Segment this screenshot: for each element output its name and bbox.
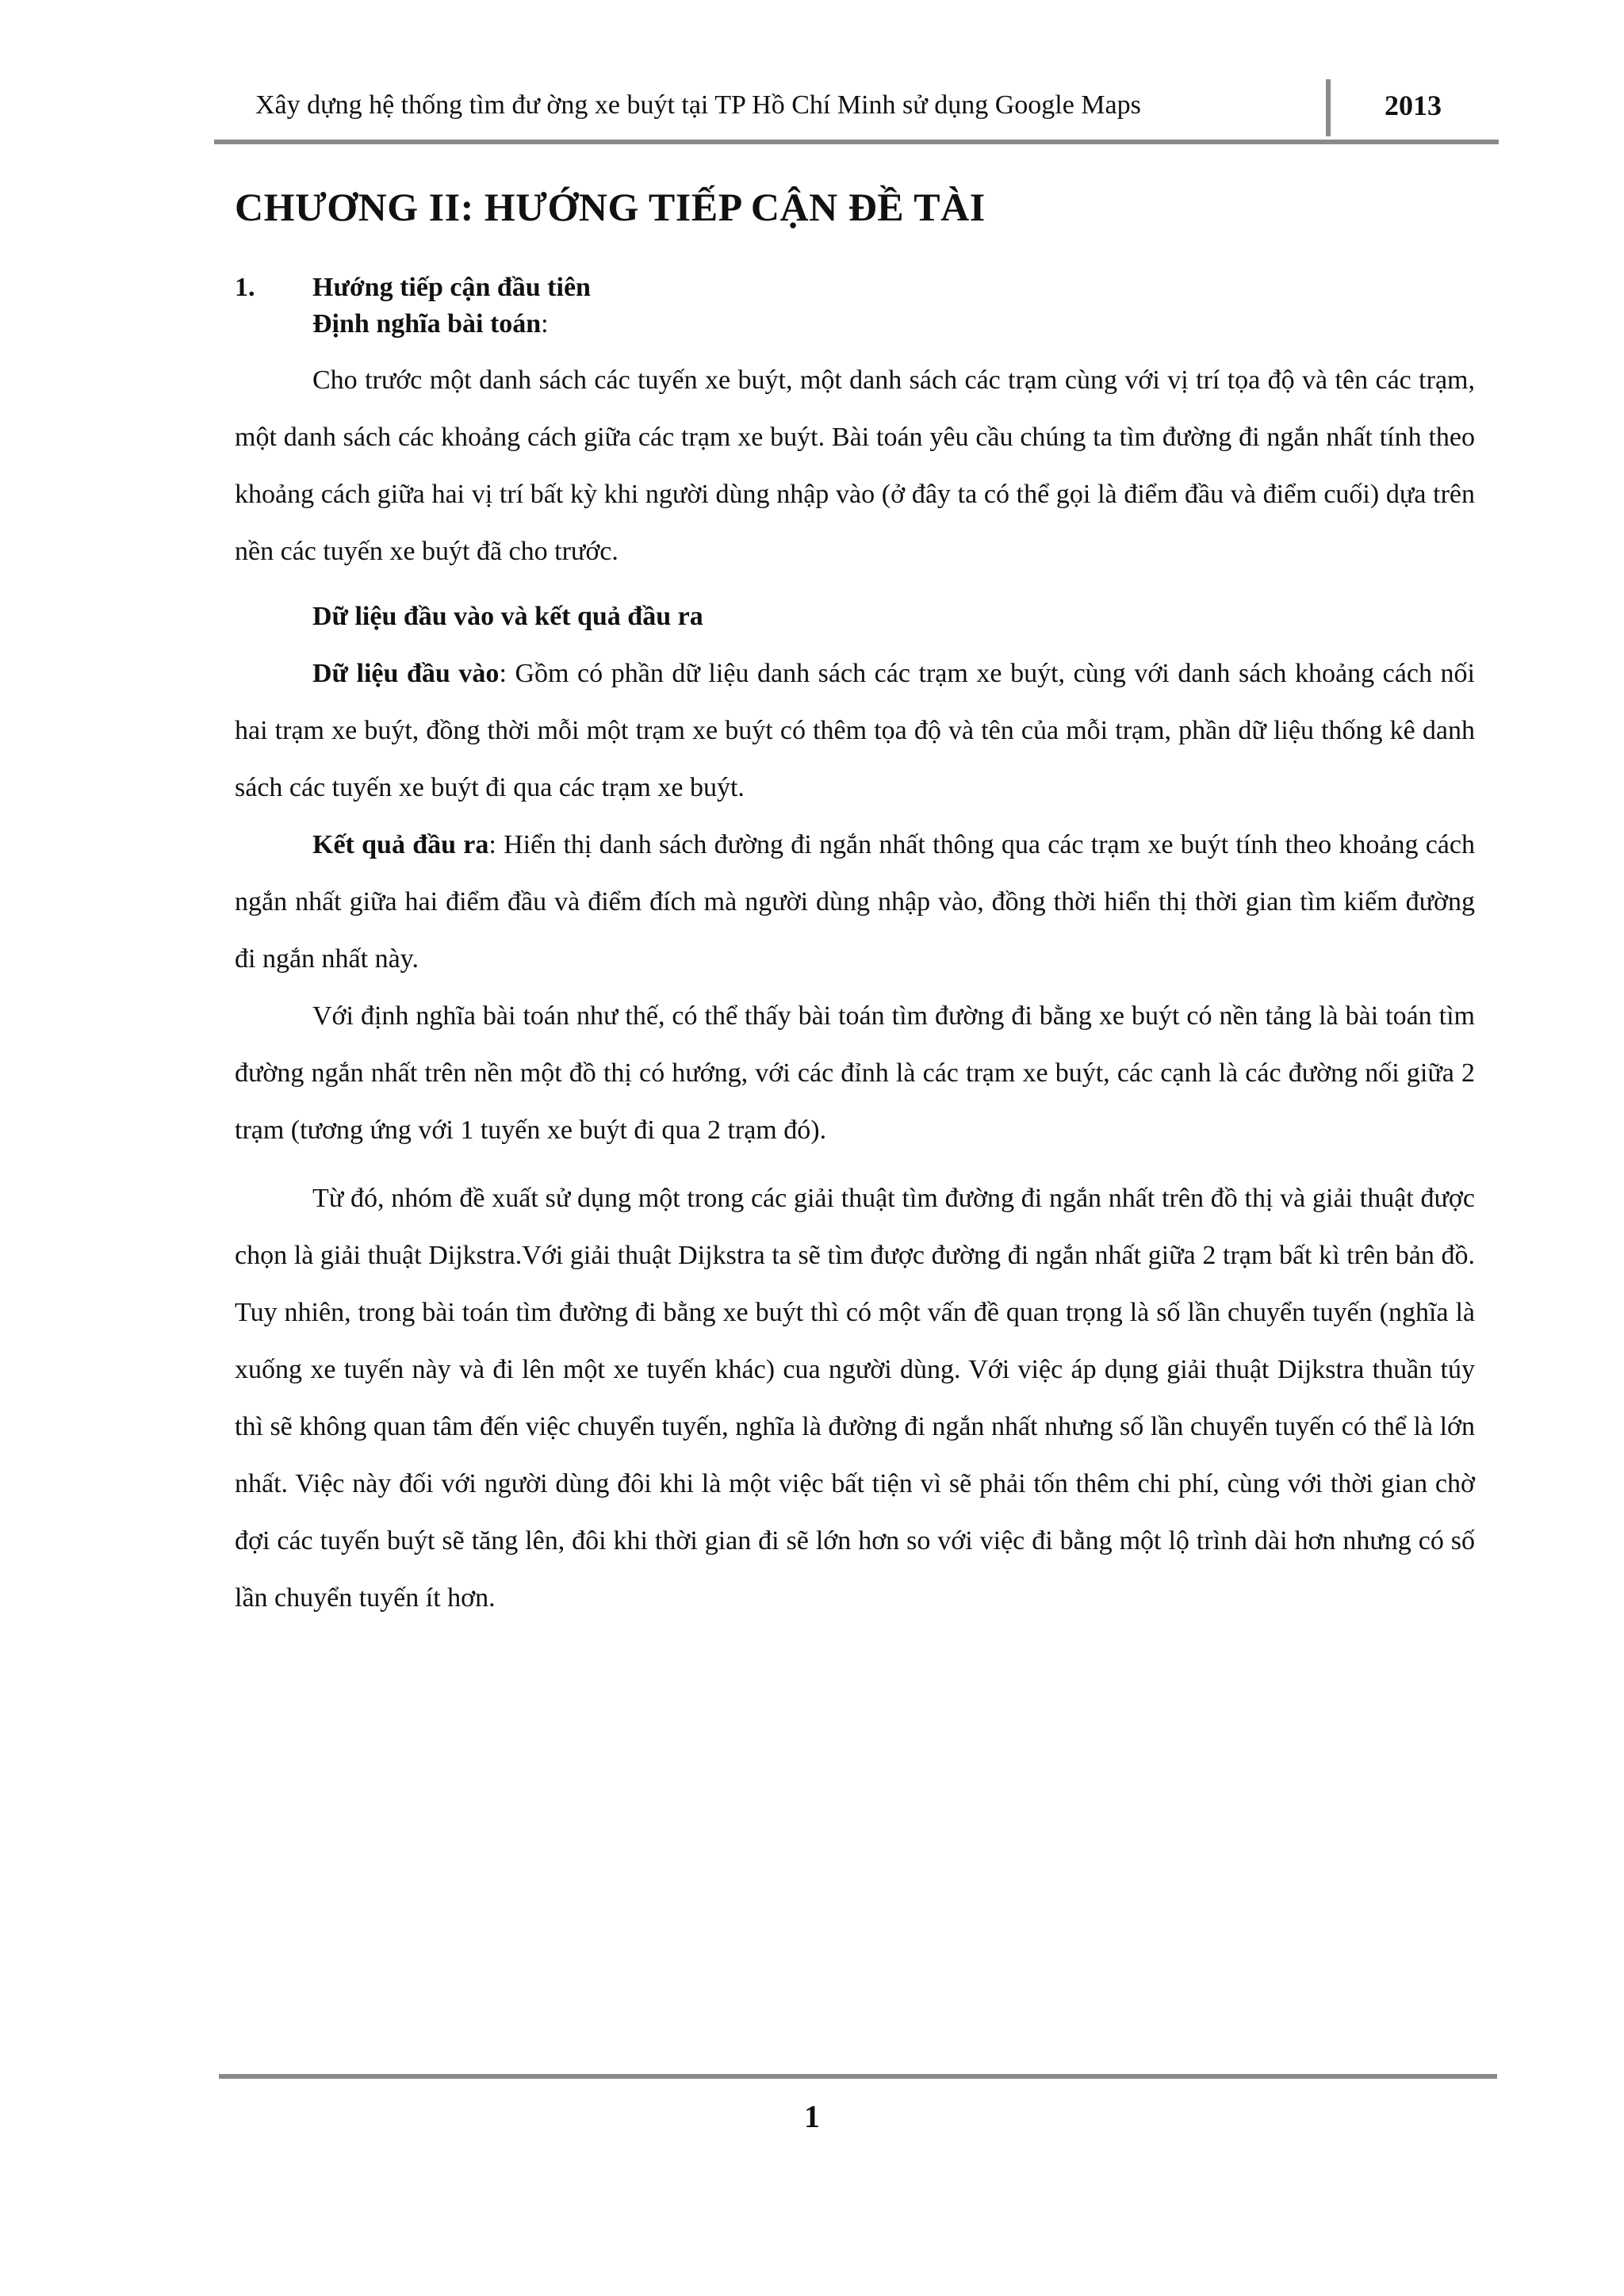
output-label: Kết quả đầu ra: [312, 830, 489, 859]
section-title: Hướng tiếp cận đầu tiên: [312, 273, 591, 302]
input-paragraph: [235, 645, 1475, 817]
header-title: Xây dựng hệ thống tìm đư ờng xe buýt tại TP Hồ Chí Minh sử dụng Google Maps: [255, 90, 1141, 120]
section-heading: [235, 270, 1475, 306]
io-heading: Dữ liệu đầu vào và kết quả đầu ra: [312, 602, 703, 631]
input-text: : Gồm có phần dữ liệu danh sách các trạm xe buýt, cùng với danh sách khoảng cách nối hai trạm xe buýt, đồng thời mỗi một trạm xe buýt có thêm tọa độ và tên của mỗi trạm, phần dữ liệu thống kê danh sách các tuyến xe buýt đi qua các trạm xe buýt.: [235, 659, 1475, 802]
header-divider: [1326, 79, 1331, 136]
input-label: Dữ liệu đầu vào: [312, 659, 500, 688]
page-content: [235, 181, 1475, 1627]
chapter-title: CHƯƠNG II: HƯỚNG TIẾP CẬN ĐỀ TÀI: [235, 185, 986, 229]
header-year: 2013: [1385, 90, 1442, 121]
definition-heading-text: Định nghĩa bài toán: [312, 309, 542, 339]
dijkstra-paragraph: Từ đó, nhóm đề xuất sử dụng một trong các giải thuật tìm đường đi ngắn nhất trên đồ thị và giải thuật được chọn là giải thuật Dijkstra.Với giải thuật Dijkstra ta sẽ tìm được đường đi ngắn nhất giữa 2 trạm bất kì trên bản đồ. Tuy nhiên, trong bài toán tìm đường đi bằng xe buýt thì có một vấn đề quan trọng là số lần chuyển tuyến (nghĩa là xuống xe tuyến này và đi lên một xe tuyến khác) cua người dùng. Với việc áp dụng giải thuật Dijkstra thuần túy thì sẽ không quan tâm đến việc chuyển tuyến, nghĩa là đường đi ngắn nhất nhưng số lần chuyển tuyến có thể là lớn nhất. Việc này đối với người dùng đôi khi là một việc bất tiện vì sẽ phải tốn thêm chi phí, cùng với thời gian chờ đợi các tuyến buýt sẽ tăng lên, đôi khi thời gian đi sẽ lớn hơn so với việc đi bằng một lộ trình dài hơn nhưng có số lần chuyển tuyến ít hơn.: [235, 1184, 1475, 1613]
definition-heading-colon: :: [541, 309, 549, 339]
output-text: : Hiển thị danh sách đường đi ngắn nhất thông qua các trạm xe buýt tính theo khoảng cách ngắn nhất giữa hai điểm đầu và điểm đích mà người dùng nhập vào, đồng thời hiển thị thời gian tìm kiếm đường đi ngắn nhất này.: [235, 830, 1475, 974]
header-rule: [214, 140, 1499, 144]
page-number: 1: [804, 2099, 820, 2134]
definition-heading: [235, 306, 1475, 342]
page-header: [214, 79, 1499, 143]
footer-rule: [219, 2074, 1497, 2079]
section-number: 1.: [235, 273, 255, 302]
definition-paragraph: Cho trước một danh sách các tuyến xe buýt, một danh sách các trạm cùng với vị trí tọa độ và tên các trạm, một danh sách các khoảng cách giữa các trạm xe buýt. Bài toán yêu cầu chúng ta tìm đường đi ngắn nhất tính theo khoảng cách giữa hai vị trí bất kỳ khi người dùng nhập vào (ở đây ta có thể gọi là điểm đầu và điểm cuối) dựa trên nền các tuyến xe buýt đã cho trước.: [235, 365, 1475, 566]
graph-paragraph: Với định nghĩa bài toán như thế, có thể thấy bài toán tìm đường đi bằng xe buýt có nền tảng là bài toán tìm đường ngắn nhất trên nền một đồ thị có hướng, với các đỉnh là các trạm xe buýt, các cạnh là các đường nối giữa 2 trạm (tương ứng với 1 tuyến xe buýt đi qua 2 trạm đó).: [235, 1001, 1475, 1145]
output-paragraph: [235, 817, 1475, 988]
